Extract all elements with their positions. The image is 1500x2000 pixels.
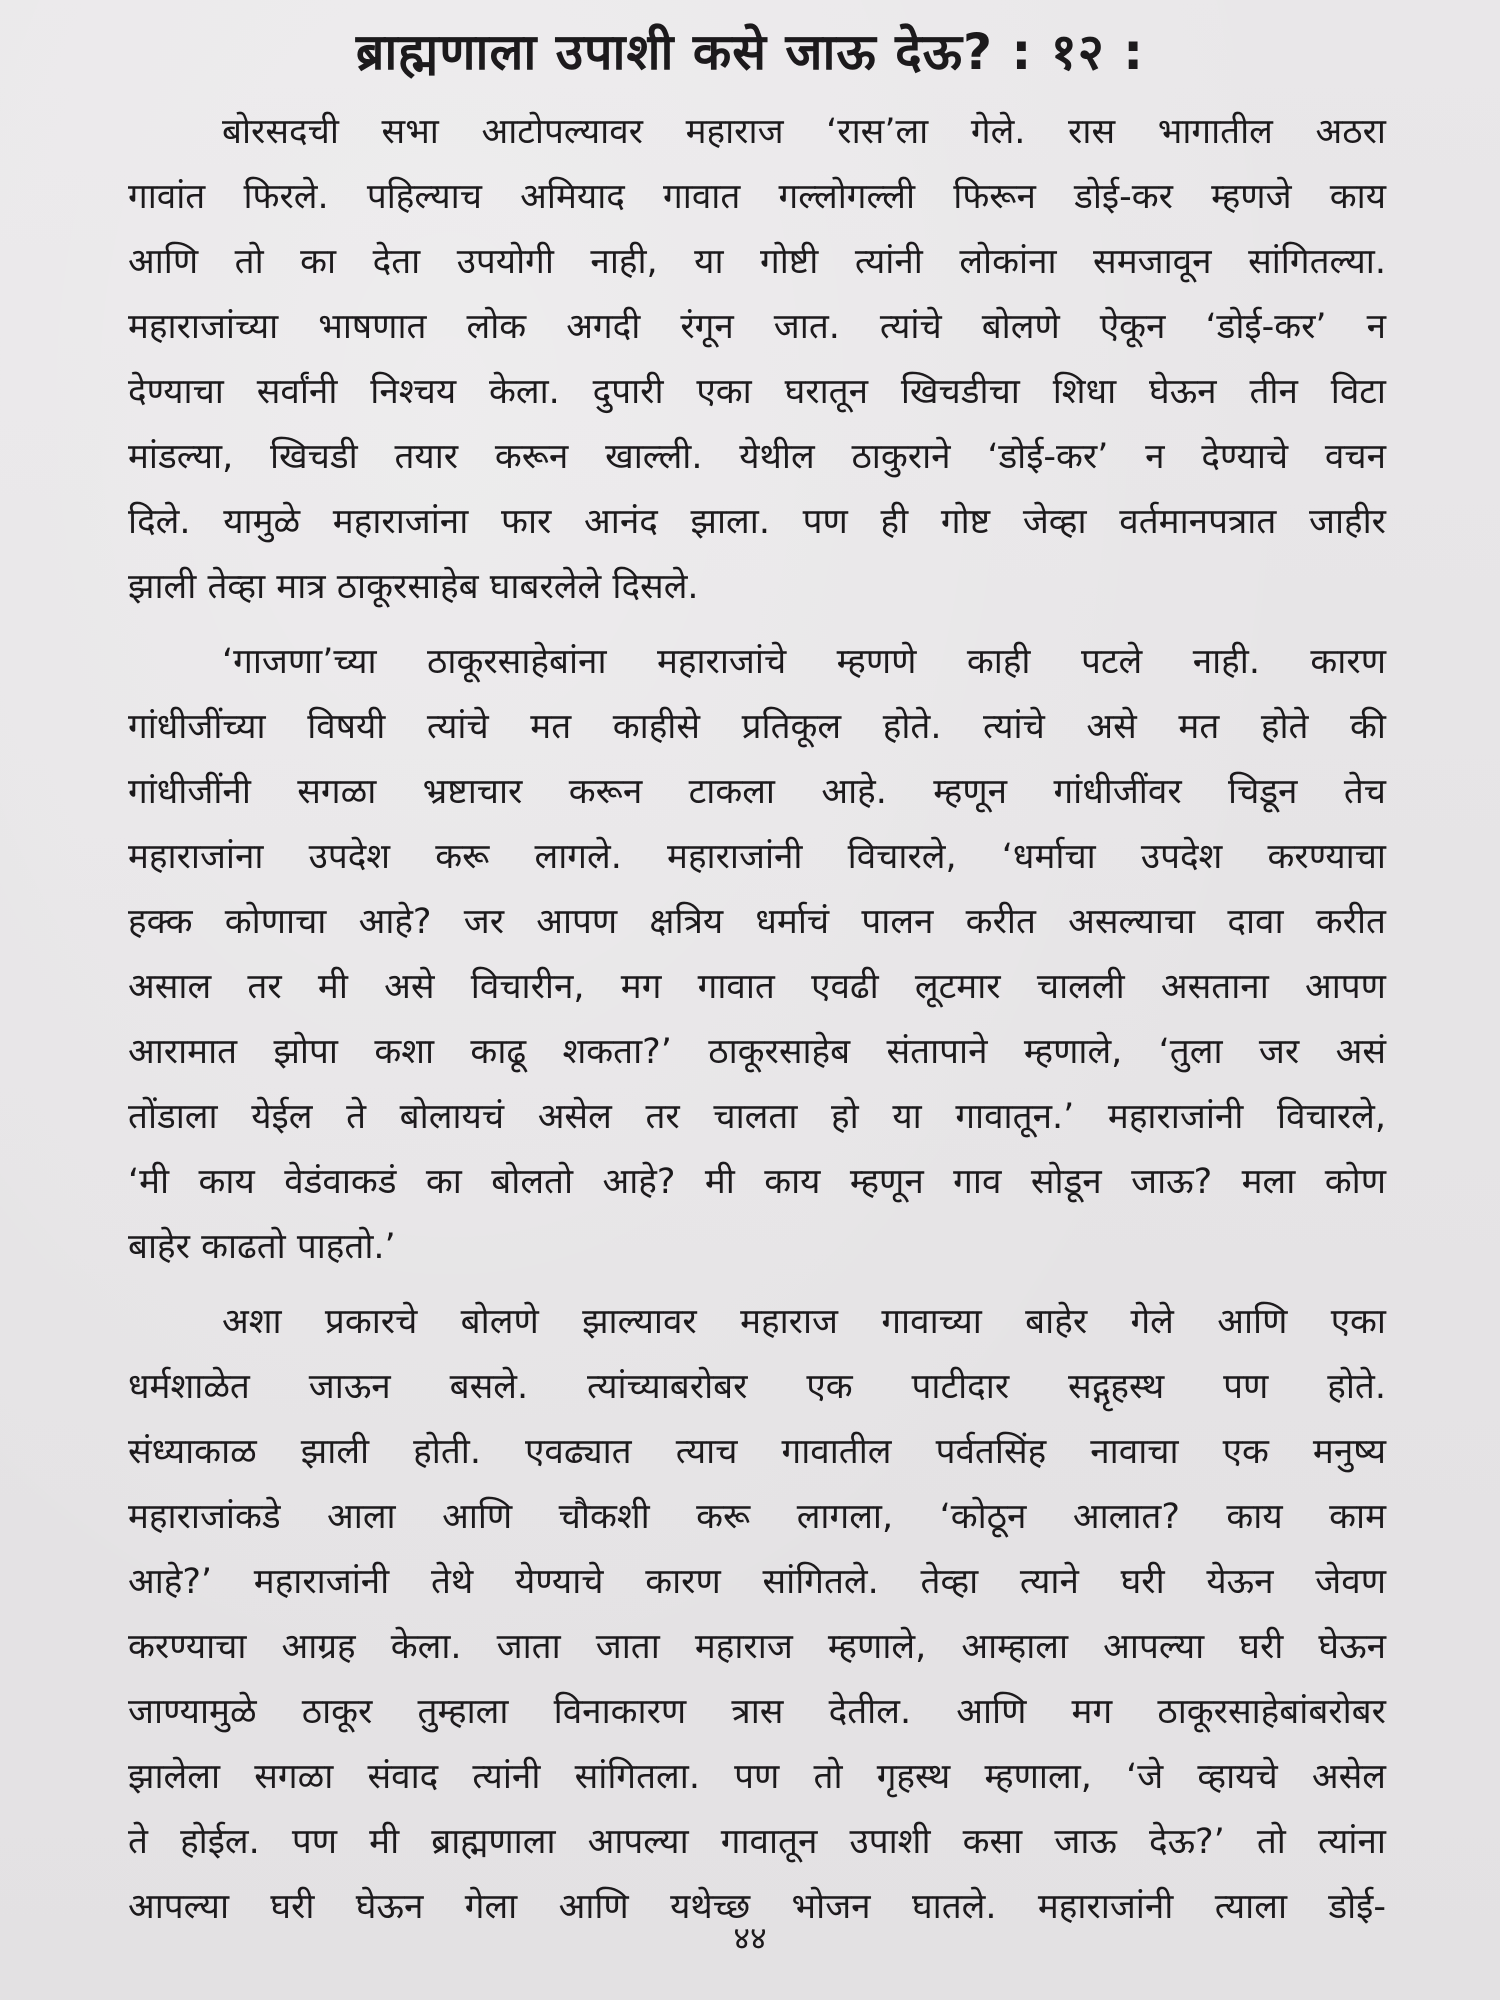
- text-line: बाहेर काढतो पाहतो.’: [128, 1227, 396, 1267]
- text-line: संध्याकाळ झाली होती. एवढ्यात त्याच गावातील पर्वतसिंह नावाचा एक मनुष्य: [128, 1432, 1386, 1472]
- body-text: [128, 100, 1386, 1940]
- text-line: महाराजांना उपदेश करू लागले. महाराजांनी विचारले, ‘धर्माचा उपदेश करण्याचा: [128, 837, 1386, 877]
- text-line: ते होईल. पण मी ब्राह्मणाला आपल्या गावातून उपाशी कसा जाऊ देऊ?’ तो त्यांना: [128, 1822, 1386, 1862]
- text-line: महाराजांकडे आला आणि चौकशी करू लागला, ‘कोठून आलात? काय काम: [128, 1497, 1386, 1537]
- text-line: झाली तेव्हा मात्र ठाकूरसाहेब घाबरलेले दिसले.: [128, 567, 699, 607]
- text-line: ‘मी काय वेडंवाकडं का बोलतो आहे? मी काय म्हणून गाव सोडून जाऊ? मला कोण: [128, 1162, 1386, 1202]
- text-line: धर्मशाळेत जाऊन बसले. त्यांच्याबरोबर एक पाटीदार सद्गृहस्थ पण होते.: [128, 1367, 1386, 1407]
- text-line: जाण्यामुळे ठाकूर तुम्हाला विनाकारण त्रास देतील. आणि मग ठाकूरसाहेबांबरोबर: [128, 1692, 1386, 1732]
- text-line: करण्याचा आग्रह केला. जाता जाता महाराज म्हणाले, आम्हाला आपल्या घरी घेऊन: [128, 1627, 1386, 1667]
- text-line: आहे?’ महाराजांनी तेथे येण्याचे कारण सांगितले. तेव्हा त्याने घरी येऊन जेवण: [128, 1562, 1386, 1602]
- text-line: गांधीजींच्या विषयी त्यांचे मत काहीसे प्रतिकूल होते. त्यांचे असे मत होते की: [128, 707, 1386, 747]
- chapter-title: ब्राह्मणाला उपाशी कसे जाऊ देऊ? : १२ :: [355, 23, 1145, 81]
- text-line: मांडल्या, खिचडी तयार करून खाल्ली. येथील ठाकुराने ‘डोई-कर’ न देण्याचे वचन: [128, 437, 1386, 477]
- text-line: असाल तर मी असे विचारीन, मग गावात एवढी लूटमार चालली असताना आपण: [128, 967, 1386, 1007]
- text-line: ‘गाजणा’च्या ठाकूरसाहेबांना महाराजांचे म्हणणे काही पटले नाही. कारण: [222, 642, 1386, 682]
- page-number: ४४: [733, 1919, 767, 1957]
- text-line: दिले. यामुळे महाराजांना फार आनंद झाला. पण ही गोष्ट जेव्हा वर्तमानपत्रात जाहीर: [128, 502, 1386, 542]
- paragraph-2: [128, 630, 1386, 1280]
- text-line: गांधीजींनी सगळा भ्रष्टाचार करून टाकला आहे. म्हणून गांधीजींवर चिडून तेच: [128, 772, 1386, 812]
- text-line: आणि तो का देता उपयोगी नाही, या गोष्टी त्यांनी लोकांना समजावून सांगितल्या.: [128, 242, 1386, 282]
- text-line: झालेला सगळा संवाद त्यांनी सांगितला. पण तो गृहस्थ म्हणाला, ‘जे व्हायचे असेल: [128, 1757, 1386, 1797]
- text-line: महाराजांच्या भाषणात लोक अगदी रंगून जात. त्यांचे बोलणे ऐकून ‘डोई-कर’ न: [128, 307, 1386, 347]
- paragraph-3: [128, 1290, 1386, 1940]
- text-line: बोरसदची सभा आटोपल्यावर महाराज ‘रास’ला गेले. रास भागातील अठरा: [222, 112, 1386, 152]
- text-line: आपल्या घरी घेऊन गेला आणि यथेच्छ भोजन घातले. महाराजांनी त्याला डोई-: [128, 1887, 1386, 1927]
- paragraph-1: [128, 100, 1386, 620]
- text-line: हक्क कोणाचा आहे? जर आपण क्षत्रिय धर्माचं पालन करीत असल्याचा दावा करीत: [128, 902, 1386, 942]
- text-line: देण्याचा सर्वांनी निश्चय केला. दुपारी एका घरातून खिचडीचा शिधा घेऊन तीन विटा: [128, 372, 1386, 412]
- text-line: आरामात झोपा कशा काढू शकता?’ ठाकूरसाहेब संतापाने म्हणाले, ‘तुला जर असं: [128, 1032, 1386, 1072]
- text-line: अशा प्रकारचे बोलणे झाल्यावर महाराज गावाच्या बाहेर गेले आणि एका: [222, 1302, 1386, 1342]
- text-line: गावांत फिरले. पहिल्याच अमियाद गावात गल्लोगल्ली फिरून डोई-कर म्हणजे काय: [128, 177, 1386, 217]
- text-line: तोंडाला येईल ते बोलायचं असेल तर चालता हो या गावातून.’ महाराजांनी विचारले,: [128, 1097, 1386, 1137]
